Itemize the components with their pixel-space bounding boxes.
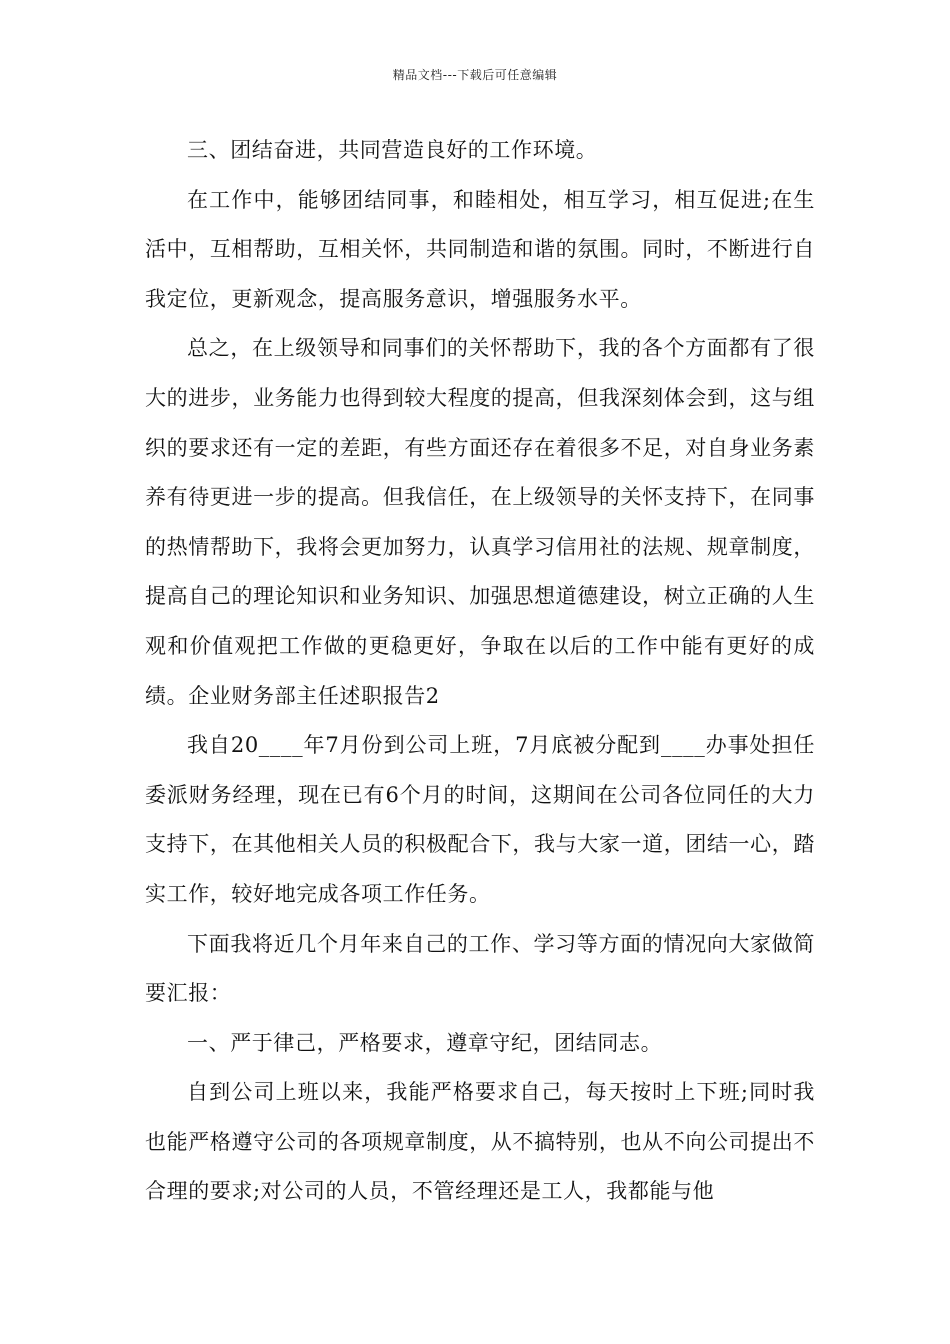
paragraph-report-overview: 下面我将近几个月年来自己的工作、学习等方面的情况向大家做简要汇报： xyxy=(145,931,815,1006)
paragraph-summary: 总之，在上级领导和同事们的关怀帮助下，我的各个方面都有了很大的进步，业务能力也得到较大程度的提高，但我深刻体会到，这与组织的要求还有一定的差距，有些方面还存在着很多不足，对自身业务素养有待更进一步的提高。但我信任，在上级领导的关怀支持下，在同事的热情帮助下，我将会更加努力，认真学习信用社的法规、规章制度，提高自己的理论知识和业务知识、加强思想道德建设，树立正确的人生观和价值观把工作做的更稳更好，争取在以后的工作中能有更好的成绩。企业财务部主任述职报告2 xyxy=(145,336,815,708)
paragraph-discipline: 自到公司上班以来，我能严格要求自己，每天按时上下班;同时我也能严格遵守公司的各项规章制度，从不搞特别，也从不向公司提出不合理的要求;对公司的人员，不管经理还是工人，我都能与他 xyxy=(145,1080,815,1204)
document-body xyxy=(145,126,815,1217)
paragraph-report-intro: 我自20____年7月份到公司上班，7月底被分配到____办事处担任委派财务经理，现在已有6个月的时间，这期间在公司各位同任的大力支持下，在其他相关人员的积极配合下，我与大家一道，团结一心，踏实工作，较好地完成各项工作任务。 xyxy=(145,733,815,906)
page-header: 精品文档---下载后可任意编辑 xyxy=(392,68,558,82)
section-heading-unity: 三、团结奋进，共同营造良好的工作环境。 xyxy=(187,138,598,162)
paragraph-teamwork: 在工作中，能够团结同事，和睦相处，相互学习，相互促进;在生活中，互相帮助，互相关怀，共同制造和谐的氛围。同时，不断进行自我定位，更新观念，提高服务意识，增强服务水平。 xyxy=(145,187,815,311)
section-heading-discipline: 一、严于律己，严格要求，遵章守纪，团结同志。 xyxy=(187,1030,663,1055)
